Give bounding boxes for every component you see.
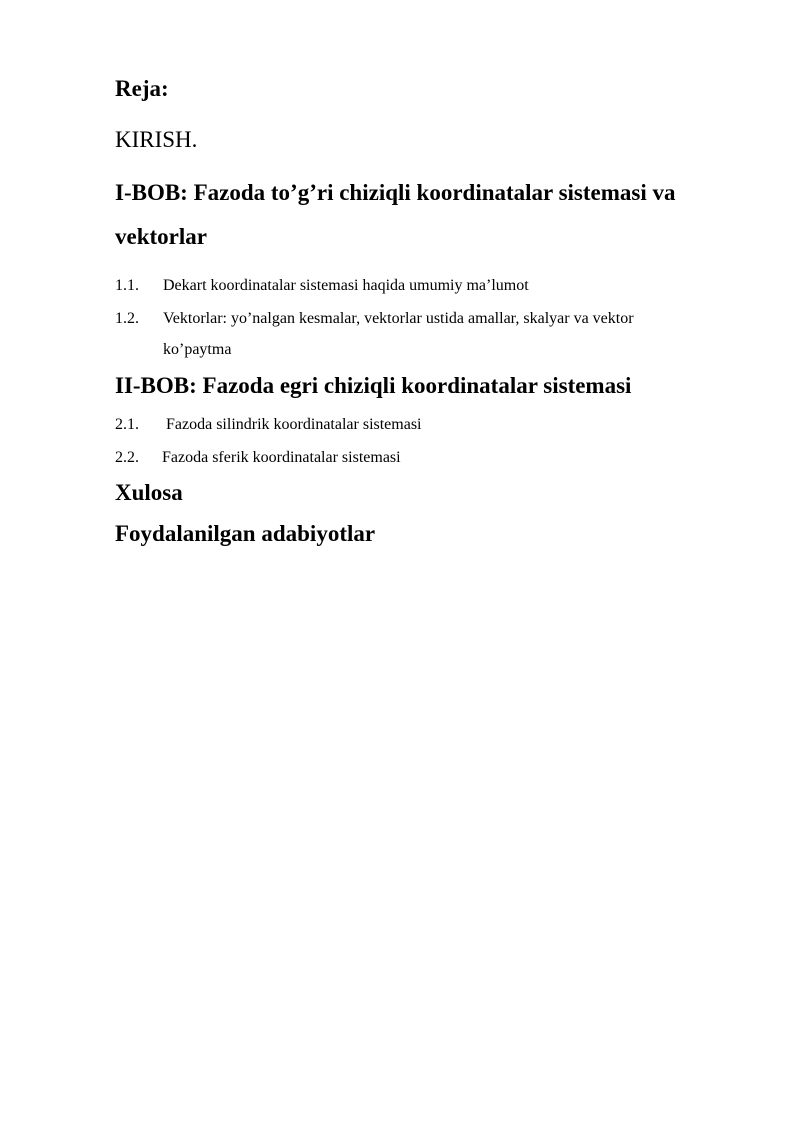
section-title-continuation: ko’paytma (163, 341, 232, 358)
section-title: Dekart koordinatalar sistemasi haqida umumiy ma’lumot (163, 277, 529, 294)
conclusion-heading: Xulosa (115, 480, 183, 505)
section-number: 2.1. (115, 416, 139, 433)
references-heading: Foydalanilgan adabiyotlar (115, 521, 376, 546)
intro-heading: KIRISH. (115, 127, 198, 152)
section-title: Vektorlar: yo’nalgan kesmalar, vektorlar ustida amallar, skalyar va vektor (163, 310, 634, 327)
section-title: Fazoda sferik koordinatalar sistemasi (162, 449, 401, 466)
chapter2-title: II-BOB: Fazoda egri chiziqli koordinatalar sistemasi (115, 373, 632, 398)
chapter1-title-line1: I-BOB: Fazoda to’g’ri chiziqli koordinatalar sistemasi va (115, 180, 676, 205)
section-number: 1.2. (115, 310, 139, 327)
section-title: Fazoda silindrik koordinatalar sistemasi (166, 416, 422, 433)
chapter1-title-line2: vektorlar (115, 224, 207, 249)
plan-title: Reja: (115, 76, 169, 101)
section-number: 1.1. (115, 277, 139, 294)
section-number: 2.2. (115, 449, 139, 466)
